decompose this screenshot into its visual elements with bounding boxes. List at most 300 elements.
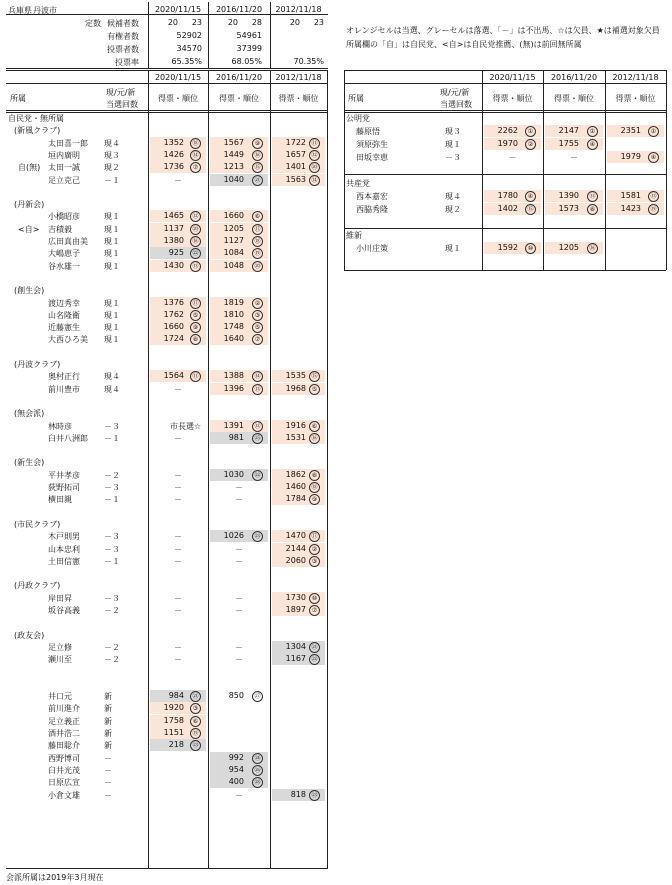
vacancy-note: 市長選☆ [170,421,202,431]
not-running-mark: － [235,593,243,603]
candidate-status: 現１ [104,261,120,271]
candidate-name: 大嶋恵子 [48,249,80,259]
candidate-name: 山名隆衛 [48,310,80,320]
faction-heading: (丹波クラブ) [14,360,61,369]
candidate-name: 広田真由美 [48,237,88,246]
rank-badge: ⑤ [190,310,201,321]
not-running-mark: － [570,153,578,162]
section-heading: 維新 [346,231,362,240]
rank-badge: ② [309,544,320,555]
rank-badge: ① [525,126,536,137]
vote-count: 1755 [558,139,579,148]
vote-count: 1040 [223,174,244,184]
rule-line [208,2,209,69]
candidate-status: －１ [104,433,120,443]
meta-date: 2016/11/20 [215,5,263,14]
candidate-status: － [104,765,112,775]
candidate-status: 現２ [104,163,120,173]
rank-badge: ㉕ [252,433,263,444]
vote-count: 1657 [285,149,306,159]
vote-count: 850 [228,691,244,701]
vote-count: 925 [168,248,184,258]
not-running-mark: － [235,556,243,566]
meta-voters: 37399 [236,44,262,53]
meta-candidates: 28 [251,18,262,27]
candidate-name: 足立修 [48,642,72,652]
not-running-mark: － [235,606,243,615]
candidate-status: 現１ [104,212,120,222]
vote-count: 2060 [285,555,306,565]
rank-badge: ③ [252,310,263,321]
rank-badge: ⑮ [309,371,320,382]
faction-heading: (新生会) [14,458,45,468]
meta-seats: 20 [227,18,238,27]
vote-count: 1426 [163,149,184,159]
candidate-name: 小橋昭彦 [48,212,80,222]
not-running-mark: － [508,153,517,162]
candidate-name: 奥村正行 [48,372,80,382]
candidate-status: 現１ [445,140,461,149]
vote-count: 1968 [285,383,306,393]
rank-badge: ⑤ [309,384,320,395]
candidate-name: 西野博司 [48,753,80,763]
rule-line [344,70,345,270]
vote-count: 1380 [163,236,184,245]
candidate-name: 須原弥生 [356,140,388,149]
rank-badge: ⑤ [252,322,263,333]
rank-badge: ⑭ [309,175,320,186]
vote-count: 818 [290,789,306,799]
vote-count: 1916 [285,420,306,430]
vote-count: 1401 [285,162,306,172]
rule-line [6,68,328,69]
rank-badge: ⑩ [309,593,320,604]
rank-badge: ⑥ [190,716,201,727]
vote-count: 981 [228,432,244,442]
candidate-status: －１ [104,175,120,185]
meta-voters: 34570 [176,44,202,53]
vote-count: 1205 [558,243,579,252]
rank-badge: ⑬ [648,191,659,202]
candidate-name: 小川庄策 [356,244,388,253]
vote-count: 1862 [285,469,306,479]
vote-count: 1390 [558,191,579,200]
vote-count: 1810 [223,309,244,319]
votes-rank-header: 得票・順位 [219,94,259,103]
not-running-mark: － [174,593,182,603]
candidate-name: 坂谷高義 [48,606,80,615]
candidate-status: 現１ [445,244,461,253]
vote-count: 1730 [285,592,306,602]
vote-count: 2147 [558,126,579,135]
vote-count: 1581 [620,191,641,200]
vote-count: 1430 [163,260,184,270]
candidate-status: 現１ [104,249,120,259]
candidate-status: －１ [104,556,120,566]
vote-count: 1137 [163,223,184,233]
seats-label: 定数 [85,19,101,28]
vote-count: 1819 [223,297,244,307]
column-date: 2020/11/15 [489,73,536,82]
rank-badge: ㉑ [252,175,263,186]
vote-count: 1535 [285,371,306,381]
rule-line [605,70,606,270]
candidate-status: 現１ [104,298,120,308]
meta-electorate: 54961 [236,31,262,40]
rank-badge: ⑨ [252,138,263,149]
candidate-status: －２ [104,606,120,615]
rule-line [344,70,666,71]
rank-badge: ⑮ [525,204,536,215]
rank-badge: ⑰ [190,298,201,309]
rank-badge: ㉑ [190,691,201,702]
vote-count: 1151 [163,728,184,737]
rank-badge: ⑳ [309,162,320,173]
candidate-name: 臼井光茂 [48,765,80,775]
candidate-status: 現４ [445,192,461,201]
candidate-name: 荻野拓司 [48,483,80,492]
turnout-label: 投票率 [115,58,139,67]
rank-badge: ⑨ [190,322,201,333]
not-running-mark: － [174,655,182,665]
candidate-name: 谷水雄一 [48,261,80,271]
vote-count: 1376 [163,297,184,307]
term-count-header: 当選回数 [106,100,138,109]
rank-badge: ⑥ [252,211,263,222]
candidate-status: － [104,778,112,788]
legend-line: オレンジセルは当選、グレーセルは落選、「－」は不出馬、☆は欠員、★は補選対象欠員 [346,26,660,35]
rank-badge: ㉓ [190,740,201,751]
candidate-status: 新 [104,704,112,714]
candidate-status: －２ [104,655,120,665]
candidate-status: 新 [104,692,112,702]
candidate-status: 新 [104,729,112,738]
vote-count: 1640 [223,334,244,344]
candidate-name: 日原広宣 [48,778,80,788]
meta-turnout: 68.05% [231,57,262,66]
candidate-status: 現４ [104,372,120,382]
vote-count: 1423 [620,204,641,213]
vote-count: 218 [168,740,184,750]
term-count-header: 当選回数 [440,100,472,109]
rank-badge: ⑥ [309,421,320,432]
rule-line [344,112,666,113]
vote-count: 1970 [497,139,518,148]
votes-rank-header: 得票・順位 [492,94,533,103]
rule-line [327,70,328,868]
faction-heading: (丹新会) [14,200,45,210]
vote-count: 1724 [163,334,184,344]
status-header: 現/元/新 [106,88,136,97]
party-tag: <自> [18,224,40,234]
meta-seats: 20 [289,18,300,27]
vote-count: 1758 [163,715,184,725]
meta-date: 2012/11/18 [275,5,322,14]
rank-badge: ④ [525,191,536,202]
rank-badge: ⑫ [309,150,320,161]
rank-badge: ⑰ [252,224,263,235]
rule-line [6,14,328,15]
rank-badge: ⑯ [190,236,201,247]
vote-count: 2262 [497,126,518,135]
rank-badge: ⑬ [190,261,201,272]
rank-badge: ⑱ [252,236,263,247]
candidate-status: －３ [104,421,120,431]
rule-line [270,2,271,69]
vote-count: 1592 [497,243,518,252]
rank-badge: ② [525,139,536,150]
rule-line [482,70,483,270]
votes-rank-header: 得票・順位 [278,94,319,103]
vote-count: 1084 [223,248,244,258]
rank-badge: ⑫ [190,211,201,222]
candidate-status: 現４ [104,138,120,148]
candidate-status: 新 [104,741,112,751]
faction-heading: (市民クラブ) [14,519,61,529]
rank-badge: ⑨ [309,494,320,505]
city-label: 丹波市 [33,6,57,15]
faction-heading: (無会派) [14,409,45,419]
candidate-name: 前川豊市 [48,384,80,394]
not-running-mark: － [174,433,182,443]
not-running-mark: － [174,483,182,492]
vote-count: 1127 [223,236,244,245]
vote-count: 954 [228,764,244,774]
vote-count: 1567 [223,137,244,147]
rank-badge: ④ [587,139,598,150]
vote-count: 1736 [163,162,184,172]
vote-count: 1784 [285,494,306,504]
not-running-mark: － [174,544,182,554]
affiliation-header: 所属 [348,94,364,103]
candidate-name: 藤原悟 [356,127,380,136]
candidate-status: －２ [104,470,120,480]
candidate-status: 新 [104,716,112,726]
status-header: 現/元/新 [440,88,470,97]
vote-count: 1205 [223,223,244,233]
rule-line [270,70,271,868]
column-date: 2016/11/20 [215,73,263,82]
rank-badge: ⑲ [648,204,659,215]
vote-count: 1722 [285,137,306,147]
meta-candidates: 23 [191,18,202,27]
rank-badge: ③ [190,703,201,714]
vote-count: 1920 [163,703,184,713]
candidate-status: －３ [104,593,120,603]
candidate-status: 現１ [104,224,120,234]
candidate-status: 現３ [104,150,120,160]
vote-count: 1402 [497,204,518,213]
rank-badge: ⑰ [309,531,320,542]
not-running-mark: － [235,544,243,554]
rank-badge: ⑲ [190,728,201,739]
not-running-mark: － [174,532,182,542]
rule-line [666,70,667,270]
rank-badge: ⑧ [190,334,201,345]
vote-count: 1396 [223,383,244,393]
rank-badge: ⑦ [252,334,263,345]
column-date: 2016/11/20 [550,73,598,82]
meta-electorate: 52902 [176,31,202,40]
vote-count: 1564 [163,371,184,381]
vote-count: 992 [228,752,244,762]
not-running-mark: － [174,495,182,505]
rank-badge: ⑯ [309,433,320,444]
not-running-mark: － [174,470,182,480]
not-running-mark: － [174,642,182,652]
candidate-name: 木戸則男 [48,532,80,542]
vote-count: 1449 [223,149,244,159]
vote-count: 1531 [285,432,306,442]
meta-seats: 20 [167,18,178,27]
rule-line [148,70,149,868]
rank-badge: ⑧ [587,204,598,215]
rank-badge: ⑪ [190,371,201,382]
candidate-name: 横田親 [48,495,72,505]
party-tag: 自(無) [18,163,41,173]
vote-count: 1573 [558,204,579,213]
rank-badge: ⑮ [252,162,263,173]
rank-badge: ㉒ [309,654,320,665]
rank-badge: ⑳ [190,224,201,235]
candidate-status: 現１ [104,335,120,345]
rule-line [208,70,209,868]
vote-count: 1563 [285,174,306,184]
candidate-name: 山本忠利 [48,544,80,554]
candidate-name: 酒井浩二 [48,729,80,738]
candidate-name: 渡辺秀幸 [48,298,80,308]
rank-badge: ③ [309,556,320,567]
voters-label: 投票者数 [107,45,139,54]
rank-badge: ⑦ [190,162,201,173]
candidate-status: － [104,790,112,800]
section-heading: 自民党・無所属 [8,114,64,123]
not-running-mark: － [174,606,182,615]
candidate-status: －３ [104,483,120,492]
rank-badge: ⑭ [252,371,263,382]
rank-badge: ⑬ [252,384,263,395]
rank-badge: ⑱ [309,482,320,493]
votes-rank-header: 得票・順位 [158,94,198,103]
rank-badge: ⑫ [252,421,263,432]
candidate-name: 平井孝彦 [48,470,80,480]
candidate-name: 林時彦 [48,421,72,431]
candidate-status: 現４ [104,384,120,394]
candidate-status: －３ [104,544,120,554]
candidate-name: 岸田昇 [48,593,72,603]
vote-count: 1762 [163,309,184,319]
faction-heading: (創生会) [14,286,45,296]
candidate-status: －２ [104,642,120,652]
column-date: 2012/11/18 [612,73,659,82]
candidate-name: 近藤憲生 [48,323,80,333]
rank-badge: ⑪ [309,138,320,149]
rule-line [344,174,666,175]
candidate-status: －１ [104,495,120,505]
electorate-label: 有権者数 [107,32,139,41]
prefecture-label: 兵庫県 [8,6,32,15]
vote-count: 1460 [285,482,306,491]
rank-badge: ㉑ [309,642,320,653]
vote-count: 1780 [497,191,518,200]
candidate-status: 現１ [104,323,120,333]
candidate-status: 現３ [445,127,461,136]
vote-count: 1470 [285,531,306,541]
candidate-name: 井口元 [48,692,72,702]
vote-count: 1465 [163,211,184,221]
candidate-name: 太田喜一郎 [48,138,88,148]
vote-count: 1030 [223,469,244,479]
rank-badge: ㉓ [309,790,320,801]
not-running-mark: － [235,655,243,665]
meta-turnout: 65.35% [171,57,202,66]
not-running-mark: － [174,384,182,394]
vote-count: 1388 [223,371,244,381]
candidate-name: 大西ひろ美 [48,335,88,345]
candidate-name: 臼井八洲郎 [48,433,88,443]
section-heading: 公明党 [346,114,370,123]
candidate-name: 田坂幸恵 [356,153,388,162]
vote-count: 1048 [223,260,244,270]
votes-rank-header: 得票・順位 [615,94,656,103]
rule-line [543,70,544,270]
vote-count: 984 [168,691,184,701]
not-running-mark: － [174,175,182,185]
rank-badge: ㉖ [252,765,263,776]
candidate-name: 太田一誠 [48,163,80,173]
vote-count: 1026 [223,531,244,541]
meta-candidates: 23 [313,18,324,27]
rank-badge: ⑦ [309,605,320,616]
vote-count: 1897 [285,605,306,614]
vote-count: 400 [228,777,244,787]
rank-badge: ㉔ [252,753,263,764]
candidate-name: 前川進介 [48,704,80,714]
candidate-name: 垣内廣明 [48,150,80,160]
vote-count: 1979 [620,152,641,161]
rank-badge: ㉗ [252,691,263,702]
vote-count: 1304 [285,641,306,651]
rule-line [344,270,666,271]
candidate-name: 瀬川至 [48,655,72,665]
rank-badge: ⑯ [252,150,263,161]
vote-count: 1213 [223,162,244,172]
rule-line [6,110,327,111]
candidate-name: 西本嘉宏 [356,192,388,201]
section-heading: 共産党 [346,179,370,188]
rank-badge: ④ [648,152,659,163]
candidate-name: 足立克己 [48,175,80,185]
vote-count: 1167 [285,654,306,664]
rank-badge: ⑩ [525,243,536,254]
vote-count: 1660 [163,322,184,332]
vote-count: 1352 [163,137,184,147]
candidates-label: 候補者数 [107,19,139,28]
candidate-status: 現１ [104,310,120,320]
candidate-status: 現２ [445,205,461,214]
rule-line [344,110,666,111]
faction-heading: (新風クラブ) [14,126,61,136]
candidate-status: －３ [104,532,120,542]
faction-heading: (丹政クラブ) [14,581,61,591]
faction-heading: (政友会) [14,630,45,640]
rank-badge: ⑯ [587,243,598,254]
rank-badge: ㉒ [252,470,263,481]
rank-badge: ⑲ [252,248,263,259]
meta-turnout: 70.35% [293,57,324,66]
candidate-status: 現１ [104,237,120,246]
rank-badge: ⑬ [587,191,598,202]
